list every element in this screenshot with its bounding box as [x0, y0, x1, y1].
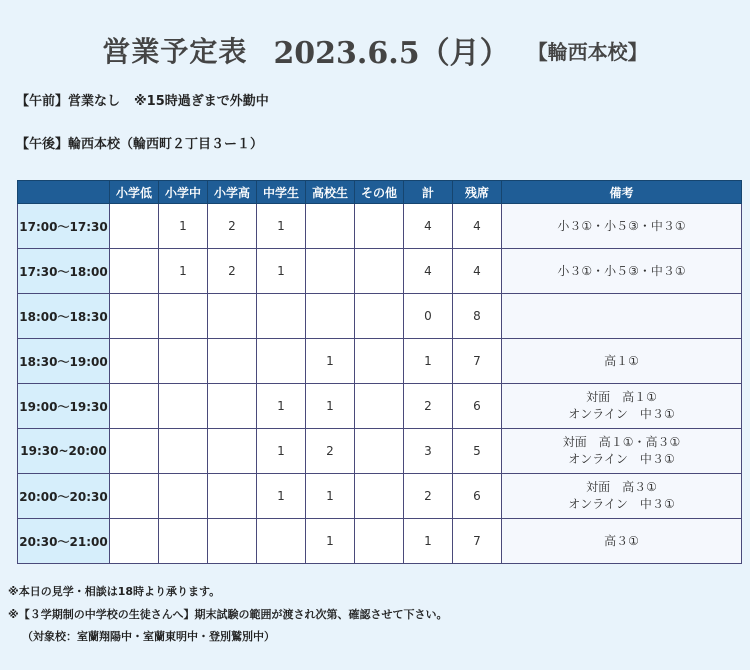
footer-note-schools: （対象校：室蘭翔陽中・室蘭東明中・登別鷲別中）	[22, 630, 275, 643]
title-row	[0, 28, 750, 72]
cell-remaining-seats: 7	[453, 339, 502, 384]
cell-total: 0	[404, 294, 453, 339]
time-slot: 19:30~20:00	[18, 429, 110, 474]
morning-info	[16, 90, 269, 109]
cell-remaining-seats: 4	[453, 249, 502, 294]
cell-notes	[502, 474, 742, 519]
cell-remaining-seats: 7	[453, 519, 502, 564]
cell-high-school: 1	[306, 474, 355, 519]
cell-elementary-low	[110, 339, 159, 384]
cell-remaining-seats: 8	[453, 294, 502, 339]
footer-note-exam: ※【３学期制の中学校の生徒さんへ】期末試験の範囲が渡され次第、確認させて下さい。	[8, 608, 448, 621]
cell-junior-high: 1	[257, 474, 306, 519]
cell-elementary-high	[208, 294, 257, 339]
header-elementary-high: 小学高	[208, 181, 257, 204]
header-junior-high: 中学生	[257, 181, 306, 204]
cell-total: 4	[404, 204, 453, 249]
table-row	[18, 519, 742, 564]
cell-total: 3	[404, 429, 453, 474]
time-slot: 19:00〜19:30	[18, 384, 110, 429]
cell-elementary-high	[208, 519, 257, 564]
note-line: 高１①	[604, 353, 639, 368]
header-notes: 備考	[502, 181, 742, 204]
time-slot: 18:00〜18:30	[18, 294, 110, 339]
cell-remaining-seats: 6	[453, 384, 502, 429]
cell-notes	[502, 519, 742, 564]
cell-notes	[502, 249, 742, 294]
cell-junior-high: 1	[257, 204, 306, 249]
cell-junior-high: 1	[257, 384, 306, 429]
note-line: 小３①・小５③・中３①	[557, 263, 686, 278]
cell-other	[355, 429, 404, 474]
table-row	[18, 249, 742, 294]
cell-elementary-mid	[159, 429, 208, 474]
cell-other	[355, 249, 404, 294]
cell-elementary-mid	[159, 474, 208, 519]
cell-total: 1	[404, 519, 453, 564]
footer-note-visit: ※本日の見学・相談は18時より承ります。	[8, 585, 221, 598]
page-title: 営業予定表	[102, 35, 248, 68]
note-line: 対面 高１①・高３①	[562, 435, 681, 449]
note-line: 高３①	[604, 533, 639, 548]
cell-high-school: 2	[306, 429, 355, 474]
cell-notes	[502, 294, 742, 339]
morning-label: 【午前】営業なし	[16, 94, 121, 109]
cell-notes	[502, 339, 742, 384]
cell-elementary-mid: 1	[159, 204, 208, 249]
note-line: オンライン 中３①	[568, 497, 675, 511]
cell-other	[355, 474, 404, 519]
cell-other	[355, 519, 404, 564]
morning-note: ※15時過ぎまで外勤中	[134, 94, 269, 109]
cell-elementary-low	[110, 429, 159, 474]
cell-other	[355, 339, 404, 384]
cell-total: 4	[404, 249, 453, 294]
cell-remaining-seats: 6	[453, 474, 502, 519]
cell-other	[355, 204, 404, 249]
time-slot: 18:30〜19:00	[18, 339, 110, 384]
cell-remaining-seats: 5	[453, 429, 502, 474]
header-other: その他	[355, 181, 404, 204]
note-line: 小３①・小５③・中３①	[557, 218, 686, 233]
cell-junior-high: 1	[257, 249, 306, 294]
schedule-date: 2023.6.5（月）	[273, 36, 510, 71]
afternoon-info: 【午後】輪西本校（輪西町２丁目３ー１）	[16, 137, 264, 152]
schedule-table	[17, 180, 742, 564]
note-line: 対面 高３①	[586, 480, 657, 494]
table-row	[18, 294, 742, 339]
cell-elementary-high: 2	[208, 249, 257, 294]
cell-notes	[502, 204, 742, 249]
table-row	[18, 384, 742, 429]
cell-total: 1	[404, 339, 453, 384]
cell-total: 2	[404, 384, 453, 429]
time-slot: 17:30〜18:00	[18, 249, 110, 294]
cell-elementary-low	[110, 204, 159, 249]
cell-junior-high: 1	[257, 429, 306, 474]
cell-elementary-low	[110, 474, 159, 519]
table-header-row	[18, 181, 742, 204]
time-slot: 20:00〜20:30	[18, 474, 110, 519]
time-slot: 17:00〜17:30	[18, 204, 110, 249]
note-line: 対面 高１①	[586, 390, 657, 404]
cell-notes	[502, 384, 742, 429]
cell-elementary-mid	[159, 294, 208, 339]
header-elementary-low: 小学低	[110, 181, 159, 204]
header-high-school: 高校生	[306, 181, 355, 204]
cell-elementary-high: 2	[208, 204, 257, 249]
cell-elementary-high	[208, 474, 257, 519]
cell-elementary-high	[208, 429, 257, 474]
cell-elementary-mid	[159, 519, 208, 564]
cell-elementary-low	[110, 519, 159, 564]
cell-elementary-high	[208, 339, 257, 384]
header-remaining-seats: 残席	[453, 181, 502, 204]
cell-junior-high	[257, 519, 306, 564]
cell-high-school	[306, 204, 355, 249]
table-row	[18, 474, 742, 519]
header-total: 計	[404, 181, 453, 204]
cell-total: 2	[404, 474, 453, 519]
school-name: 【輪西本校】	[527, 39, 648, 64]
cell-elementary-high	[208, 384, 257, 429]
cell-remaining-seats: 4	[453, 204, 502, 249]
cell-high-school: 1	[306, 339, 355, 384]
cell-elementary-mid	[159, 384, 208, 429]
cell-other	[355, 384, 404, 429]
cell-high-school: 1	[306, 519, 355, 564]
cell-high-school	[306, 249, 355, 294]
table-row	[18, 339, 742, 384]
cell-elementary-low	[110, 384, 159, 429]
cell-elementary-low	[110, 249, 159, 294]
cell-elementary-mid	[159, 339, 208, 384]
time-slot: 20:30〜21:00	[18, 519, 110, 564]
cell-high-school: 1	[306, 384, 355, 429]
header-time	[18, 181, 110, 204]
cell-junior-high	[257, 294, 306, 339]
cell-elementary-low	[110, 294, 159, 339]
cell-high-school	[306, 294, 355, 339]
table-row	[18, 204, 742, 249]
cell-notes	[502, 429, 742, 474]
header-elementary-mid: 小学中	[159, 181, 208, 204]
cell-other	[355, 294, 404, 339]
cell-elementary-mid: 1	[159, 249, 208, 294]
cell-junior-high	[257, 339, 306, 384]
note-line: オンライン 中３①	[568, 452, 675, 466]
note-line: オンライン 中３①	[568, 407, 675, 421]
table-row	[18, 429, 742, 474]
